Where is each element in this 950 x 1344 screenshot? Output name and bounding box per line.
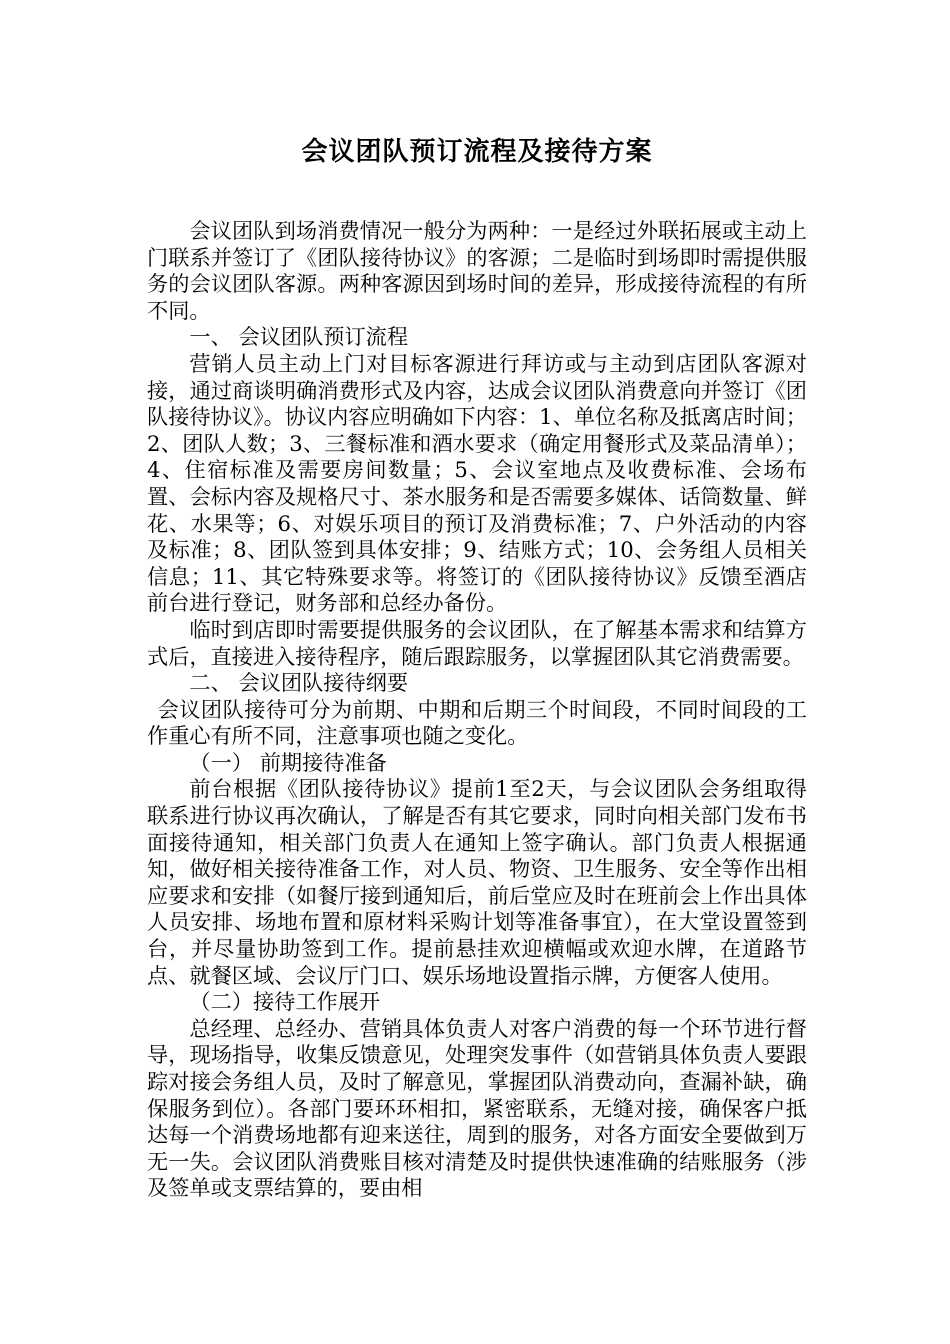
subheading-preparation: （一） 前期接待准备 [189, 749, 387, 775]
booking-process-paragraph: 营销人员主动上门对目标客源进行拜访或与主动到店团队客源对接，通过商谈明确消费形式及内容，达成会议团队消费意向并签订《团队接待协议》。协议内容应明确如下内容：1、单位名称及抵离店时间；2、团队人数；3、三餐标准和酒水要求（确定用餐形式及菜品清单）；4、住宿标准及需要房间数量；5、会议室地点及收费标准、会场布置、会标内容及规格尺寸、茶水服务和是否需要多媒体、话筒数量、鲜花、水果等；6、对娱乐项目的预订及消费标准；7、户外活动的内容及标准；8、团队签到具体安排；9、结账方式；10、会务组人员相关信息；11、其它特殊要求等。将签订的《团队接待协议》反馈至酒店前台进行登记，财务部和总经办备份。 [147, 350, 807, 616]
reception-work-paragraph: 总经理、总经办、营销具体负责人对客户消费的每一个环节进行督导，现场指导，收集反馈意见，处理突发事件（如营销具体负责人要跟踪对接会务组人员，及时了解意见，掌握团队消费动向，查漏补缺，确保服务到位）。各部门要环环相扣，紧密联系，无缝对接，确保客户抵达每一个消费场地都有迎来送往，周到的服务，对各方面安全要做到万无一失。会议团队消费账目核对清楚及时提供快速准确的结账服务（涉及签单或支票结算的，要由相 [147, 1015, 807, 1201]
section-heading-booking-process: 一、 会议团队预订流程 [189, 324, 409, 350]
section-heading-reception-outline: 二、 会议团队接待纲要 [189, 670, 409, 696]
reception-outline-paragraph: 会议团队接待可分为前期、中期和后期三个时间段，不同时间段的工作重心有所不同，注意事项也随之变化。 [147, 696, 807, 749]
document-body [147, 218, 807, 1202]
walk-in-paragraph: 临时到店即时需要提供服务的会议团队，在了解基本需求和结算方式后，直接进入接待程序，随后跟踪服务，以掌握团队其它消费需要。 [147, 616, 807, 669]
subheading-reception-work: （二）接待工作展开 [189, 989, 381, 1015]
preparation-paragraph: 前台根据《团队接待协议》提前1至2天，与会议团队会务组取得联系进行协议再次确认，了解是否有其它要求，同时向相关部门发布书面接待通知，相关部门负责人在通知上签字确认。部门负责人根据通知，做好相关接待准备工作，对人员、物资、卫生服务、安全等作出相应要求和安排（如餐厅接到通知后，前后堂应及时在班前会上作出具体人员安排、场地布置和原材料采购计划等准备事宜），在大堂设置签到台，并尽量协助签到工作。提前悬挂欢迎横幅或欢迎水牌，在道路节点、就餐区域、会议厅门口、娱乐场地设置指示牌，方便客人使用。 [147, 776, 807, 988]
document-title: 会议团队预订流程及接待方案 [301, 137, 653, 167]
intro-paragraph: 会议团队到场消费情况一般分为两种：一是经过外联拓展或主动上门联系并签订了《团队接待协议》的客源；二是临时到场即时需提供服务的会议团队客源。两种客源因到场时间的差异，形成接待流程的有所不同。 [147, 218, 807, 323]
